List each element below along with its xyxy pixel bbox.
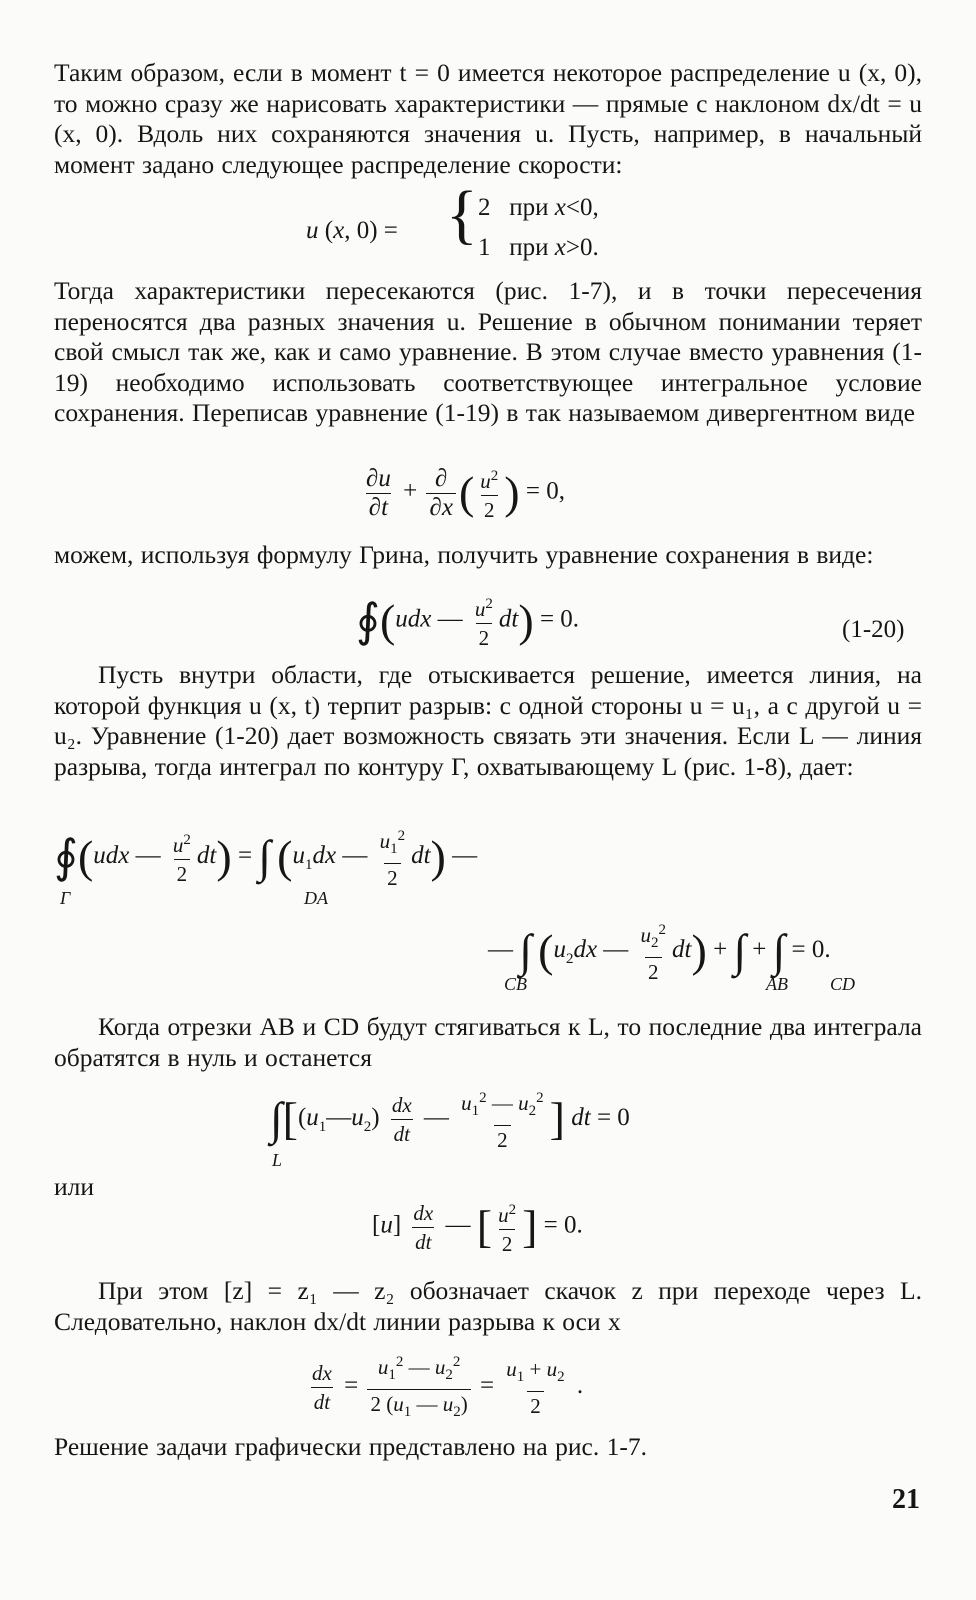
paragraph-5: Когда отрезки AB и CD будут стягиваться к L, то последние два интеграла обратятся в нуль и останется — [54, 1012, 922, 1072]
paragraph-6: или — [54, 1172, 95, 1201]
paragraph-4: Пусть внутри области, где отыскивается решение, имеется линия, на которой функция u (x, t) терпит разрыв: с одной стороны u = u₁, а с другой u = u₂. Уравнение (1-20) дает возможность связать эти значения. Если L — линия разрыва, тогда интеграл по контуру Г, охватывающему L (рис. 1-8), дает: — [54, 660, 922, 781]
equation-limit: $\int[(u_1—u_2)$ $\frac{dx}{dt}$ — $\frac{u_1^2 — u_2^2}{2}$ ] dt = 0 — [270, 1090, 630, 1153]
paragraph-3: можем, используя формулу Грина, получить уравнение сохранения в виде: — [54, 540, 874, 569]
equation-contour-line-1: ∮(udx — $\frac{u^2}{2}$ dt) = ∫ ($u_1dx$ — $\frac{u_1^2}{2}$ dt) — — [54, 828, 478, 891]
equation-jump: [u] $\frac{dx}{dt}$ — [ $\frac{u^2}{2}$ ] = 0. — [372, 1200, 583, 1256]
page-number: 21 — [892, 1484, 920, 1515]
equation-conservation: ∮(udx — $\frac{u^2}{2}$ dt) = 0. — [356, 595, 580, 650]
equation-divergent: $\frac{\partial u}{\partial t}$ + $\frac{\partial}{\partial x}$ ( $\frac{u^2}{2}$ ) = 0, — [366, 464, 565, 522]
equation-slope: $\frac{dx}{dt}$ = $\frac{u_1^2 — u_2^2}{2 (u_1 — u_2)}$ = $\frac{u_1 + u_2}{2}$ . — [306, 1348, 583, 1426]
paragraph-7: При этом [z] = z₁ — z₂ обозначает скачок z при переходе через L. Следовательно, наклон dx/dt линии разрыва к оси x — [54, 1276, 922, 1336]
equation-contour-line-2: — ∫ ($u_2dx$ — $\frac{u_2^2}{2}$ dt) + ∫ + ∫ = 0. — [488, 922, 831, 985]
paragraph-8: Решение задачи графически представлено на рис. 1-7. — [54, 1432, 647, 1461]
equation-number: (1-20) — [842, 616, 905, 643]
paragraph-1: Таким образом, если в момент t = 0 имеется некоторое распределение u (x, 0), то можно сразу же нарисовать характеристики — прямые с наклоном dx/dt = u (x, 0). Вдоль них сохраняются значения u. Пусть, например, в начальный момент задано следующее распределение скорости: — [54, 58, 922, 179]
paragraph-2: Тогда характеристики пересекаются (рис. 1-7), и в точки пересечения переносятся два разных значения u. Решение в обычном понимании теряет свой смысл так же, как и само уравнение. В этом случае вместо уравнения (1-19) необходимо использовать соответствующее интегральное условие сохранения. Переписав уравнение (1-19) в так называемом дивергентном виде — [54, 276, 922, 427]
